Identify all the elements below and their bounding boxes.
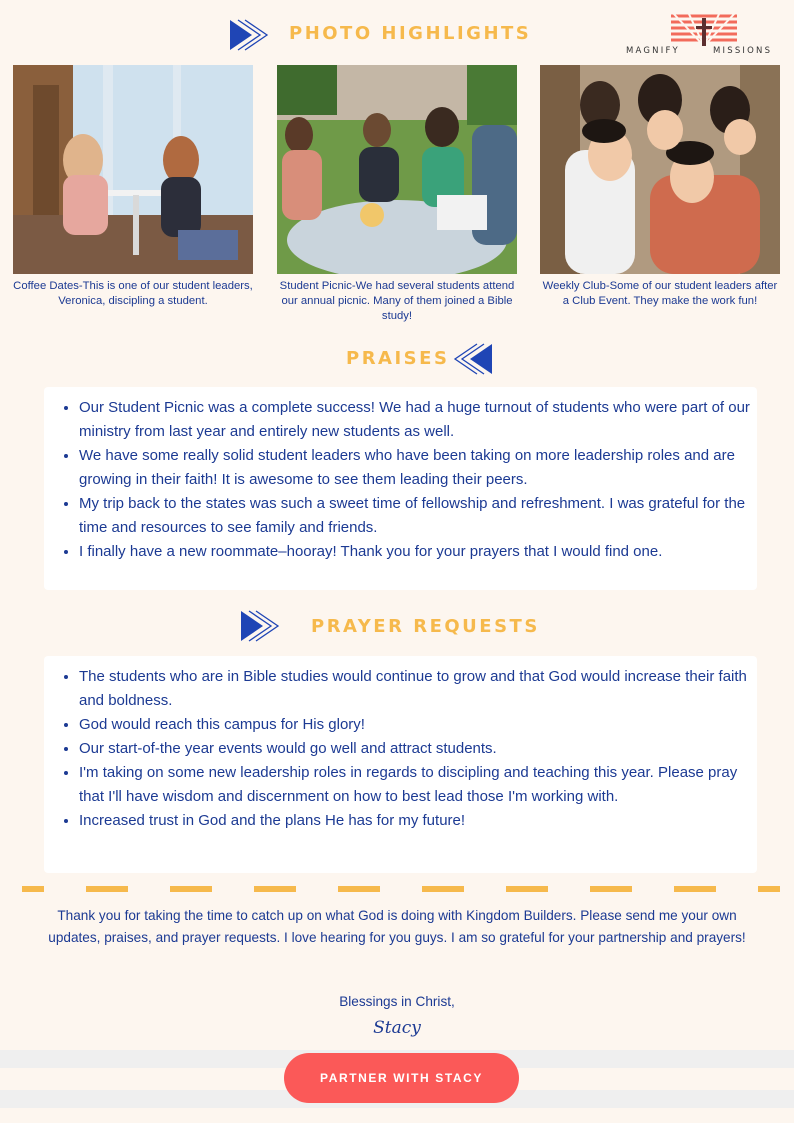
photo-coffee-dates: [13, 65, 253, 274]
divider-dash: [674, 886, 716, 892]
prayer-request-item: • Our start-of-the year events would go well and attract students.: [79, 737, 757, 761]
divider-dash: [590, 886, 632, 892]
prayer-request-item: • I'm taking on some new leadership roles in regards to discipling and teaching this year. Please pray that I'll have wisdom and discernment on how to best lead those I'm working with.: [79, 761, 757, 809]
praise-item: • My trip back to the states was such a sweet time of fellowship and refreshment. I was grateful for the time and resources to see family and friends.: [79, 492, 757, 540]
logo-word-magnify: MAGNIFY: [626, 46, 680, 56]
prayer-requests-card: [44, 656, 757, 873]
praise-item: • Our Student Picnic was a complete success! We had a huge turnout of students who were part of our ministry from last year and entirely new students as well.: [79, 396, 757, 444]
photo-highlights-heading: PHOTO HIGHLIGHTS: [289, 23, 532, 44]
logo-word-missions: MISSIONS: [713, 46, 773, 56]
prayer-requests-heading: PRAYER REQUESTS: [311, 616, 540, 637]
divider-dash: [506, 886, 548, 892]
photo-caption-coffee: Coffee Dates-This is one of our student leaders, Veronica, discipling a student.: [13, 280, 253, 307]
divider-dash: [422, 886, 464, 892]
praises-card: [44, 387, 757, 590]
closing-message: Thank you for taking the time to catch up on what God is doing with Kingdom Builders. Please send me your own updates, praises, and prayer requests. I love hearing for you guys. I am so grateful for your partnership and prayers!: [48, 908, 746, 945]
photo-student-picnic: [277, 65, 517, 274]
photo-weekly-club: [540, 65, 780, 274]
divider-dash: [22, 886, 44, 892]
closing-blessing: Blessings in Christ,: [339, 994, 455, 1009]
praises-list: [44, 387, 757, 564]
signature: Stacy: [373, 1018, 421, 1038]
double-arrow-left-icon: [452, 341, 494, 377]
divider-dash: [758, 886, 780, 892]
divider-dash: [170, 886, 212, 892]
praise-item: • We have some really solid student leaders who have been taking on more leadership roles and are growing in their faith! It is awesome to see them leading their peers.: [79, 444, 757, 492]
divider-dash: [338, 886, 380, 892]
sunburst-cross-logo-icon: [666, 12, 742, 46]
partner-with-stacy-button[interactable]: PARTNER WITH STACY: [284, 1053, 519, 1103]
double-arrow-right-icon: [228, 17, 270, 53]
magnify-missions-logo: [626, 12, 791, 60]
prayer-request-item: • The students who are in Bible studies would continue to grow and that God would increase their faith and boldness.: [79, 665, 757, 713]
double-arrow-right-icon: [239, 608, 281, 644]
photo-caption-picnic: Student Picnic-We had several students attend our annual picnic. Many of them joined a Bible study!: [279, 280, 515, 322]
photo-caption-club: Weekly Club-Some of our student leaders after a Club Event. They make the work fun!: [542, 280, 778, 307]
prayer-request-item: • God would reach this campus for His glory!: [79, 713, 757, 737]
prayer-request-item: • Increased trust in God and the plans He has for my future!: [79, 809, 757, 833]
divider-dash: [254, 886, 296, 892]
prayer-requests-list: [44, 656, 757, 833]
divider-dash: [86, 886, 128, 892]
praises-heading: PRAISES: [346, 348, 450, 369]
praise-item: • I finally have a new roommate–hooray! Thank you for your prayers that I would find one.: [79, 540, 757, 564]
